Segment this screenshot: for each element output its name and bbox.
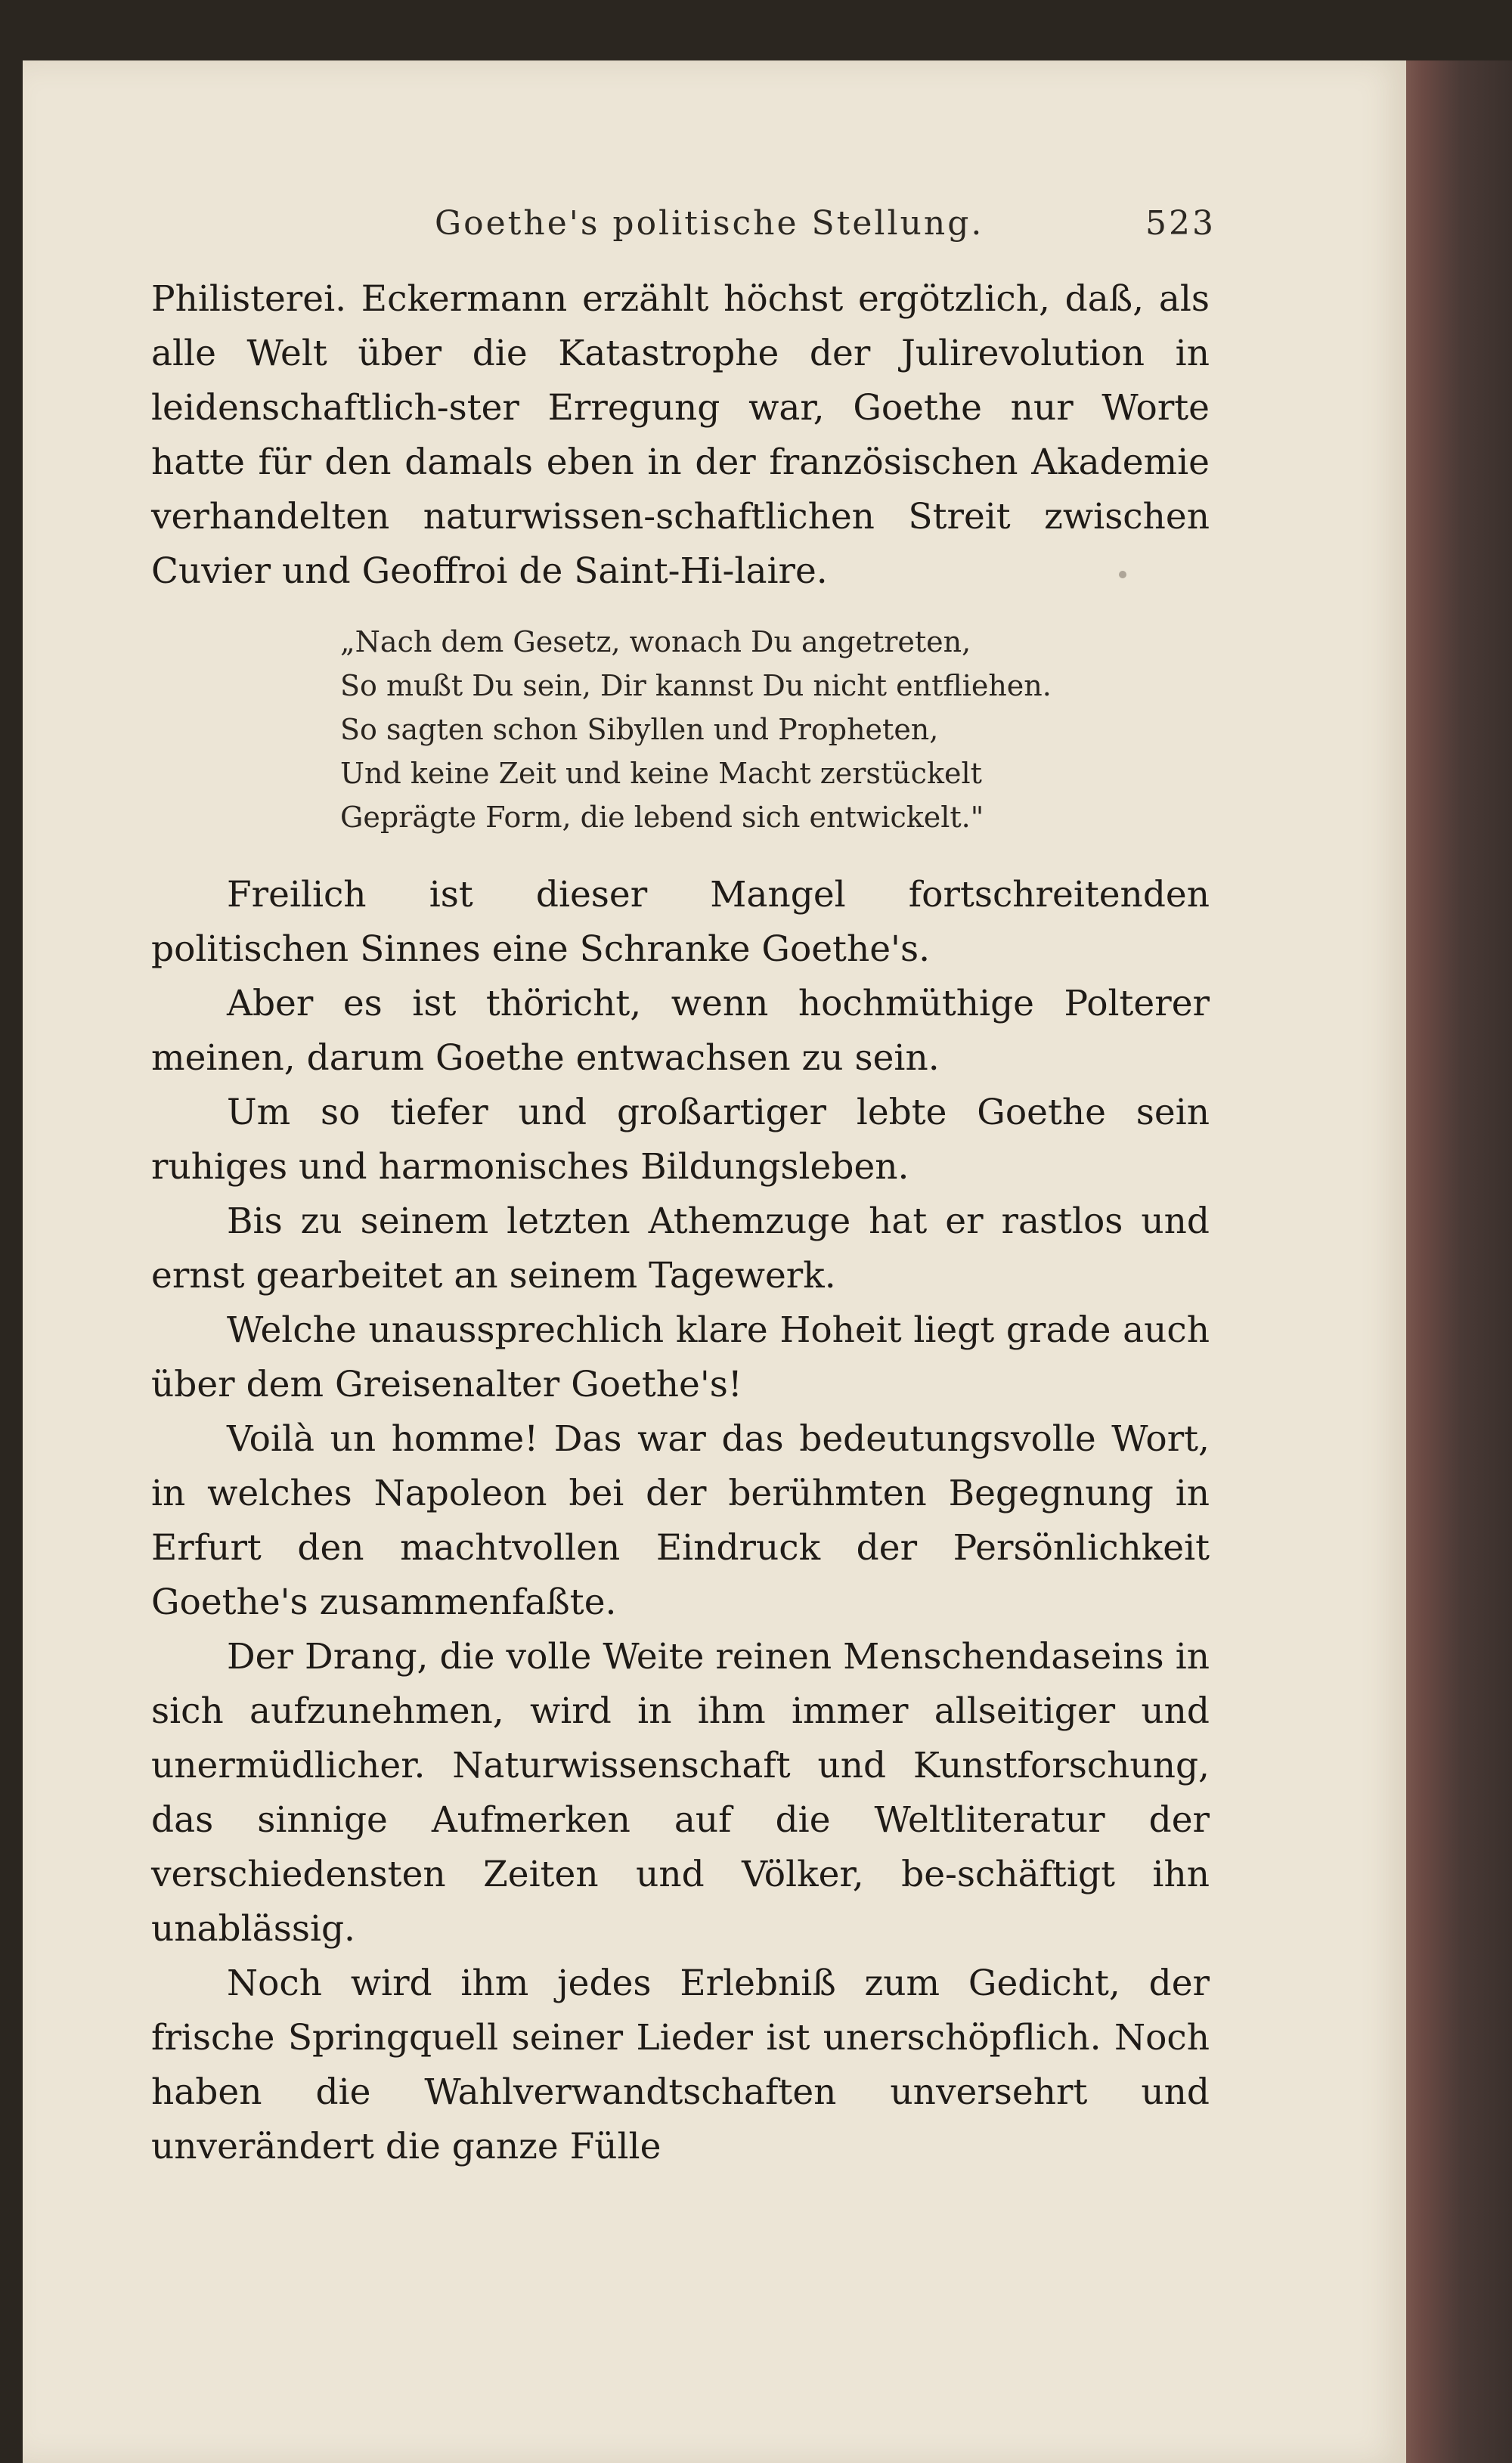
paragraph: Der Drang, die volle Weite reinen Menschendaseins in sich aufzunehmen, wird in ihm immer allseitiger und unermüdlicher. Naturwissenschaft und Kunstforschung, das sinnige Aufmerken auf die Weltliteratur der verschiedensten Zeiten und Völker, be-schäftigt ihn unablässig. xyxy=(151,1636,1210,1950)
paragraph: Freilich ist dieser Mangel fortschreitenden politischen Sinnes eine Schranke Goethe's. xyxy=(151,874,1210,970)
running-title: Goethe's politische Stellung. xyxy=(435,204,984,243)
paragraph: Noch wird ihm jedes Erlebniß zum Gedicht, der frische Springquell seiner Lieder ist unerschöpflich. Noch haben die Wahlverwandtschaften unversehrt und unverändert die ganze Fülle xyxy=(151,1963,1210,2167)
quote-line: Geprägte Form, die lebend sich entwickelt." xyxy=(340,801,984,834)
paragraph: Bis zu seinem letzten Athemzuge hat er rastlos und ernst gearbeitet an seinem Tagewerk. xyxy=(151,1201,1210,1297)
quote-line: „Nach dem Gesetz, wonach Du angetreten, xyxy=(340,625,971,658)
paragraph: Aber es ist thöricht, wenn hochmüthige Polterer meinen, darum Goethe entwachsen zu sein. xyxy=(151,983,1210,1079)
quote-line: So mußt Du sein, Dir kannst Du nicht entfliehen. xyxy=(340,669,1052,702)
page-number: 523 xyxy=(1145,204,1216,243)
quote-line: So sagten schon Sibyllen und Propheten, xyxy=(340,713,939,746)
intro-paragraph: Philisterei. Eckermann erzählt höchst ergötzlich, daß, als alle Welt über die Katastrophe der Julirevolution in leidenschaftlich-ster Erregung war, Goethe nur Worte hatte für den damals eben in der französischen Akademie verhandelten naturwissen-schaftlichen Streit zwischen Cuvier und Geoffroi de Saint-Hi-laire. xyxy=(151,278,1210,592)
paragraph: Voilà un homme! Das war das bedeutungsvolle Wort, in welches Napoleon bei der berühmten Begegnung in Erfurt den machtvollen Eindruck der Persönlichkeit Goethe's zusammenfaßte. xyxy=(151,1418,1210,1623)
quote-block xyxy=(340,620,1210,839)
paragraph: Um so tiefer und großartiger lebte Goethe sein ruhiges und harmonisches Bildungsleben. xyxy=(151,1092,1210,1188)
body-text xyxy=(151,272,1210,2174)
paragraph: Welche unaussprechlich klare Hoheit liegt grade auch über dem Greisenalter Goethe's! xyxy=(151,1309,1210,1405)
quote-line: Und keine Zeit und keine Macht zerstückelt xyxy=(340,757,982,790)
